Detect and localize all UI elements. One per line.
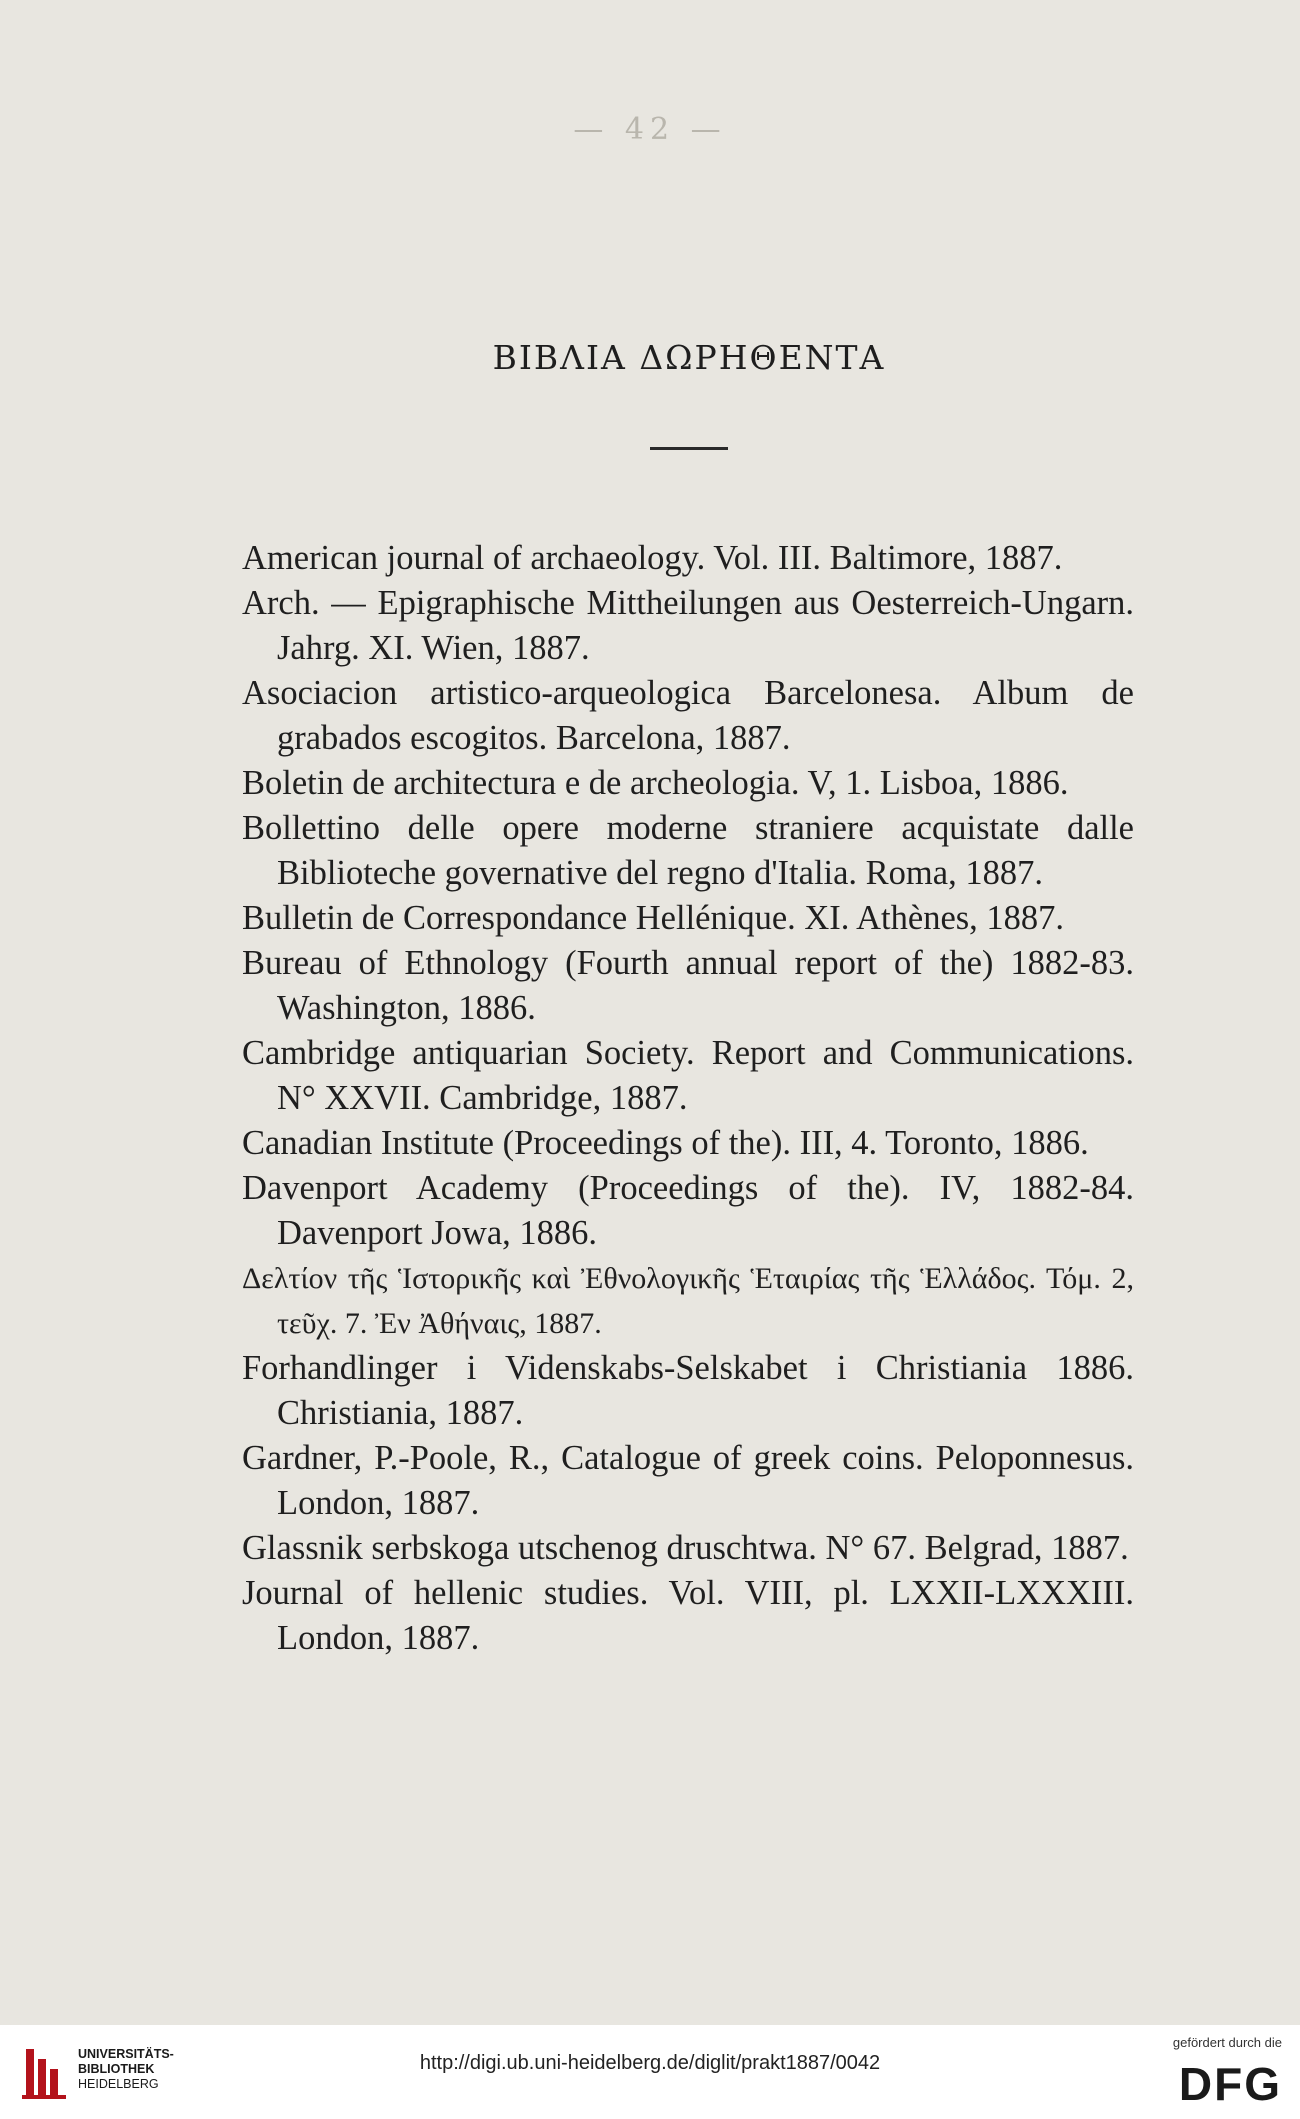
footer-bar (0, 2025, 1300, 2119)
bibliography-entry: Davenport Academy (Proceedings of the). IV, 1882-84. Davenport Jowa, 1886. (242, 1169, 1134, 1252)
bibliography-entry: Arch. — Epigraphische Mittheilungen aus Oesterreich-Ungarn. Jahrg. XI. Wien, 1887. (242, 584, 1134, 667)
bibliography-list (242, 536, 1134, 1661)
bibliography-entry: Bulletin de Correspondance Hellénique. XI. Athènes, 1887. (242, 899, 1065, 937)
page-title: ΒΙΒΛΙΑ ΔΩΡΗΘΕΝΤΑ (492, 338, 886, 377)
bibliography-entry: Bureau of Ethnology (Fourth annual report of the) 1882-83. Washington, 1886. (242, 944, 1134, 1027)
library-name-line: BIBLIOTHEK (78, 2062, 155, 2076)
bibliography-entry: American journal of archaeology. Vol. III. Baltimore, 1887. (242, 539, 1063, 577)
bibliography-entry: Boletin de architectura e de archeologia. V, 1. Lisboa, 1886. (242, 764, 1069, 802)
bibliography-entry: Cambridge antiquarian Society. Report and Communications. N° XXVII. Cambridge, 1887. (242, 1034, 1134, 1117)
bibliography-entry-greek: Δελτίον τῆς Ἱστορικῆς καὶ Ἐθνολογικῆς Ἑταιρίας τῆς Ἑλλάδος. Τόμ. 2, τεῦχ. 7. Ἐν Ἀθήναις, 1887. (242, 1262, 1134, 1340)
title-rule (650, 447, 728, 450)
page-number: — 42 — (573, 112, 727, 147)
sponsor-caption: gefördert durch die (1172, 2035, 1282, 2050)
library-name-line: HEIDELBERG (78, 2077, 159, 2091)
library-name-line: UNIVERSITÄTS- (78, 2047, 174, 2061)
bibliography-entry: Bollettino delle opere moderne straniere acquistate dalle Biblioteche governative del regno d'Italia. Roma, 1887. (242, 809, 1134, 892)
bibliography-entry: Canadian Institute (Proceedings of the). III, 4. Toronto, 1886. (242, 1124, 1089, 1162)
bibliography-entry: Gardner, P.-Poole, R., Catalogue of greek coins. Peloponnesus. London, 1887. (242, 1439, 1134, 1522)
bibliography-entry: Journal of hellenic studies. Vol. VIII, pl. LXXII-LXXXIII. London, 1887. (242, 1574, 1134, 1657)
dfg-logo[interactable]: DFG (1178, 2058, 1282, 2110)
bibliography-entry: Asociacion artistico-arqueologica Barcelonesa. Album de grabados escogitos. Barcelona, 1887. (242, 674, 1134, 757)
bibliography-entry: Forhandlinger i Videnskabs-Selskabet i Christiania 1886. Christiania, 1887. (242, 1349, 1134, 1432)
source-url-link[interactable]: http://digi.ub.uni-heidelberg.de/diglit/prakt1887/0042 (419, 2052, 881, 2074)
bibliography-entry: Glassnik serbskoga utschenog druschtwa. N° 67. Belgrad, 1887. (242, 1529, 1129, 1567)
sponsor-block (1132, 2035, 1282, 2111)
